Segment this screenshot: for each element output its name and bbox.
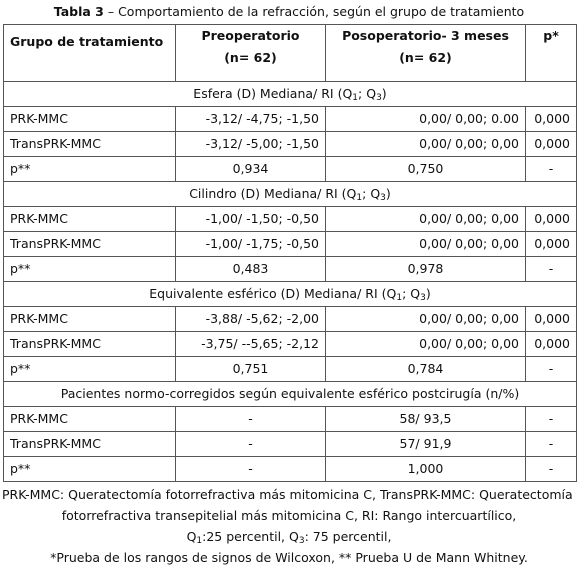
preop-cell: 0,751 [176, 357, 326, 382]
p-cell: 0,000 [526, 332, 577, 357]
table-row [4, 432, 577, 457]
section-row-pacientes [4, 382, 577, 407]
group-cell: PRK-MMC [4, 307, 176, 332]
group-cell: TransPRK-MMC [4, 432, 176, 457]
table-row [4, 132, 577, 157]
p-cell: - [526, 157, 577, 182]
p-cell: 0,000 [526, 232, 577, 257]
p-cell: - [526, 432, 577, 457]
group-cell: PRK-MMC [4, 107, 176, 132]
header-p: p* [526, 25, 577, 82]
caption-text: – Comportamiento de la refracción, según el grupo de tratamiento [103, 4, 525, 19]
footnote-line-1: PRK-MMC: Queratectomía fotorrefractiva más mitomicina C, TransPRK-MMC: Queratectomía [2, 487, 573, 502]
preop-cell: -3,88/ -5,62; -2,00 [176, 307, 326, 332]
p-cell: 0,000 [526, 107, 577, 132]
preop-cell: - [176, 457, 326, 482]
footnote-line-2: fotorrefractiva transepitelial más mitomicina C, RI: Rango intercuartílico, [61, 508, 517, 523]
postop-cell: 0,00/ 0,00; 0,00 [326, 132, 526, 157]
p-cell: - [526, 357, 577, 382]
header-postop [326, 25, 526, 82]
postop-cell: 0,00/ 0,00; 0.00 [326, 107, 526, 132]
postop-cell: 0,00/ 0,00; 0,00 [326, 307, 526, 332]
group-cell: p** [4, 257, 176, 282]
group-cell: TransPRK-MMC [4, 332, 176, 357]
table-row [4, 407, 577, 432]
preop-cell: -3,12/ -4,75; -1,50 [176, 107, 326, 132]
header-group: Grupo de tratamiento [4, 25, 176, 82]
preop-cell: 0,483 [176, 257, 326, 282]
header-postop-title: Posoperatorio- 3 meses [342, 28, 509, 43]
table-row [4, 157, 577, 182]
postop-cell: 57/ 91,9 [326, 432, 526, 457]
postop-cell: 58/ 93,5 [326, 407, 526, 432]
group-cell: TransPRK-MMC [4, 232, 176, 257]
p-cell: 0,000 [526, 132, 577, 157]
p-cell: - [526, 457, 577, 482]
group-cell: PRK-MMC [4, 407, 176, 432]
group-cell: TransPRK-MMC [4, 132, 176, 157]
group-cell: PRK-MMC [4, 207, 176, 232]
section-row-cilindro [4, 182, 577, 207]
preop-cell: -3,12/ -5,00; -1,50 [176, 132, 326, 157]
p-cell: 0,000 [526, 307, 577, 332]
header-preop-n: (n= 62) [224, 50, 277, 65]
p-cell: - [526, 407, 577, 432]
postop-cell: 0,00/ 0,00; 0,00 [326, 207, 526, 232]
refraction-table [3, 24, 577, 482]
footnote-line-3: $Q_1:25$ percentil, $Q_3$: 75 percentil, [186, 529, 392, 546]
preop-cell: -1,00/ -1,75; -0,50 [176, 232, 326, 257]
preop-cell: 0,934 [176, 157, 326, 182]
postop-cell: 1,000 [326, 457, 526, 482]
table-footnotes [0, 484, 578, 568]
table-row [4, 357, 577, 382]
footnote-line-4: *Prueba de los rangos de signos de Wilcoxon, ** Prueba U de Mann Whitney. [50, 550, 528, 565]
p-cell: 0,000 [526, 207, 577, 232]
table-row [4, 207, 577, 232]
group-cell: p** [4, 157, 176, 182]
section-title-equivalente: Equivalente esférico (D) Mediana/ RI ($Q_1$; $Q_3$) [4, 282, 577, 307]
section-title-esfera: Esfera (D) Mediana/ RI ($Q_1$; $Q_3$) [4, 82, 577, 107]
group-cell: p** [4, 357, 176, 382]
table-row [4, 307, 577, 332]
preop-cell: -3,75/ --5,65; -2,12 [176, 332, 326, 357]
header-row [4, 25, 577, 82]
table-row [4, 332, 577, 357]
preop-cell: - [176, 407, 326, 432]
section-row-esfera [4, 82, 577, 107]
postop-cell: 0,00/ 0,00; 0,00 [326, 232, 526, 257]
header-postop-n: (n= 62) [399, 50, 452, 65]
p-cell: - [526, 257, 577, 282]
table-row [4, 457, 577, 482]
preop-cell: - [176, 432, 326, 457]
header-preop [176, 25, 326, 82]
section-title-pacientes: Pacientes normo-corregidos según equivalente esférico postcirugía (n/%) [4, 382, 577, 407]
preop-cell: -1,00/ -1,50; -0,50 [176, 207, 326, 232]
table-row [4, 107, 577, 132]
section-row-equivalente [4, 282, 577, 307]
table-row [4, 257, 577, 282]
table-row [4, 232, 577, 257]
postop-cell: 0,00/ 0,00; 0,00 [326, 332, 526, 357]
section-title-cilindro: Cilindro (D) Mediana/ RI ($Q_1$; $Q_3$) [4, 182, 577, 207]
group-cell: p** [4, 457, 176, 482]
header-preop-title: Preoperatorio [201, 28, 300, 43]
postop-cell: 0,784 [326, 357, 526, 382]
table-caption [0, 0, 578, 24]
postop-cell: 0,750 [326, 157, 526, 182]
postop-cell: 0,978 [326, 257, 526, 282]
caption-label: Tabla 3 [53, 4, 104, 19]
